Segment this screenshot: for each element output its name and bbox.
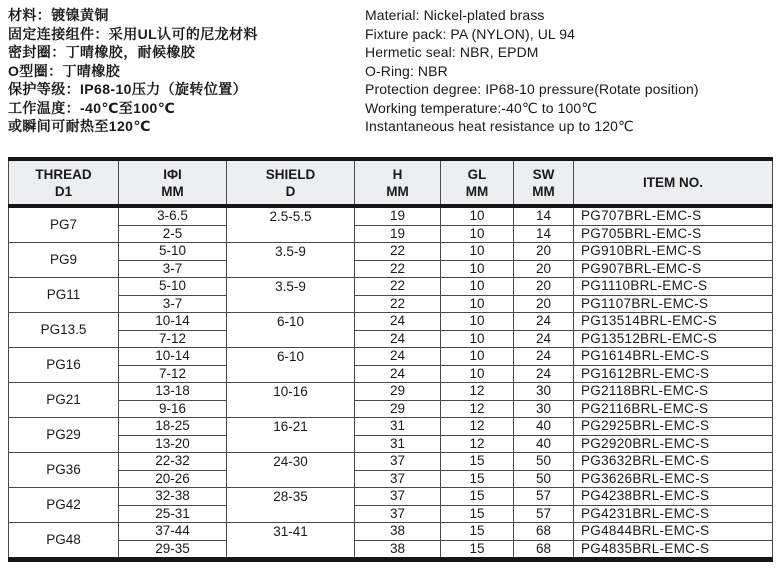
spec-text-chinese	[8, 6, 258, 136]
col-header-sw: SW MM	[514, 159, 574, 206]
thread-cell: PG42	[9, 488, 119, 523]
shield-cell: 2.5-5.5	[227, 206, 355, 243]
item-cell: PG1614BRL-EMC-S	[574, 348, 773, 366]
col-header-phi: IΦI MM	[119, 159, 227, 206]
h-cell: 19	[355, 206, 441, 225]
h-cell: 22	[355, 278, 441, 296]
gl-cell: 10	[441, 365, 514, 383]
spec-line: Fixture pack: PA (NYLON), UL 94	[365, 25, 576, 42]
h-cell: 22	[355, 295, 441, 313]
sw-cell: 68	[514, 523, 574, 541]
h-cell: 37	[355, 488, 441, 506]
gl-cell: 10	[441, 260, 514, 278]
item-cell: PG907BRL-EMC-S	[574, 260, 773, 278]
header-row	[9, 159, 773, 206]
table-row	[9, 453, 773, 471]
h-cell: 22	[355, 260, 441, 278]
gl-cell: 10	[441, 313, 514, 331]
h-cell: 24	[355, 330, 441, 348]
gl-cell: 10	[441, 225, 514, 243]
phi-cell: 18-25	[119, 418, 227, 436]
col-header-thread: THREAD D1	[9, 159, 119, 206]
h-cell: 22	[355, 243, 441, 261]
item-cell: PG4231BRL-EMC-S	[574, 505, 773, 523]
table-row	[9, 365, 773, 383]
gl-cell: 12	[441, 418, 514, 436]
item-cell: PG2118BRL-EMC-S	[574, 383, 773, 401]
thread-cell: PG21	[9, 383, 119, 418]
h-cell: 37	[355, 470, 441, 488]
phi-cell: 7-12	[119, 365, 227, 383]
h-cell: 29	[355, 400, 441, 418]
phi-cell: 3-7	[119, 295, 227, 313]
sw-cell: 30	[514, 400, 574, 418]
item-cell: PG13512BRL-EMC-S	[574, 330, 773, 348]
table-row	[9, 206, 773, 225]
gl-cell: 15	[441, 470, 514, 488]
item-cell: PG2116BRL-EMC-S	[574, 400, 773, 418]
sw-cell: 24	[514, 330, 574, 348]
phi-cell: 5-10	[119, 278, 227, 296]
phi-cell: 37-44	[119, 523, 227, 541]
table-row	[9, 540, 773, 560]
item-cell: PG1110BRL-EMC-S	[574, 278, 773, 296]
spec-text-english	[365, 6, 699, 136]
sw-cell: 20	[514, 278, 574, 296]
sw-cell: 57	[514, 488, 574, 506]
spec-line: O-Ring: NBR	[365, 62, 448, 79]
item-cell: PG2925BRL-EMC-S	[574, 418, 773, 436]
spec-line: 密封圈：丁晴橡胶，耐候橡胶	[8, 44, 196, 60]
sw-cell: 40	[514, 435, 574, 453]
item-cell: PG1612BRL-EMC-S	[574, 365, 773, 383]
gl-cell: 12	[441, 435, 514, 453]
phi-cell: 3-6.5	[119, 206, 227, 225]
table-row	[9, 505, 773, 523]
shield-cell: 6-10	[227, 348, 355, 383]
gl-cell: 10	[441, 278, 514, 296]
col-header-gl: GL MM	[441, 159, 514, 206]
spec-line: 保护等级：IP68-10压力（旋转位置）	[8, 81, 248, 97]
table-row	[9, 330, 773, 348]
shield-cell: 3.5-9	[227, 278, 355, 313]
gl-cell: 15	[441, 505, 514, 523]
item-cell: PG707BRL-EMC-S	[574, 206, 773, 225]
table-row	[9, 470, 773, 488]
h-cell: 19	[355, 225, 441, 243]
phi-cell: 5-10	[119, 243, 227, 261]
sw-cell: 20	[514, 295, 574, 313]
gl-cell: 12	[441, 383, 514, 401]
shield-cell: 16-21	[227, 418, 355, 453]
gl-cell: 10	[441, 330, 514, 348]
thread-cell: PG48	[9, 523, 119, 560]
item-cell: PG2920BRL-EMC-S	[574, 435, 773, 453]
sw-cell: 20	[514, 243, 574, 261]
sw-cell: 30	[514, 383, 574, 401]
table-row	[9, 383, 773, 401]
phi-cell: 25-31	[119, 505, 227, 523]
item-cell: PG910BRL-EMC-S	[574, 243, 773, 261]
table-row	[9, 523, 773, 541]
sw-cell: 20	[514, 260, 574, 278]
phi-cell: 13-20	[119, 435, 227, 453]
shield-cell: 28-35	[227, 488, 355, 523]
col-header-h: H MM	[355, 159, 441, 206]
phi-cell: 13-18	[119, 383, 227, 401]
shield-cell: 3.5-9	[227, 243, 355, 278]
gl-cell: 15	[441, 523, 514, 541]
spec-line: 或瞬间可耐热至120℃	[8, 118, 151, 134]
phi-cell: 32-38	[119, 488, 227, 506]
item-cell: PG3632BRL-EMC-S	[574, 453, 773, 471]
item-cell: PG4238BRL-EMC-S	[574, 488, 773, 506]
table-row	[9, 400, 773, 418]
item-cell: PG705BRL-EMC-S	[574, 225, 773, 243]
shield-cell: 31-41	[227, 523, 355, 560]
h-cell: 24	[355, 313, 441, 331]
spec-line: Material: Nickel-plated brass	[365, 7, 545, 23]
phi-cell: 9-16	[119, 400, 227, 418]
h-cell: 31	[355, 418, 441, 436]
thread-cell: PG36	[9, 453, 119, 488]
table-row	[9, 348, 773, 366]
h-cell: 24	[355, 348, 441, 366]
phi-cell: 22-32	[119, 453, 227, 471]
table-row	[9, 278, 773, 296]
spec-table-header	[9, 159, 773, 206]
thread-cell: PG7	[9, 206, 119, 243]
table-row	[9, 435, 773, 453]
phi-cell: 29-35	[119, 540, 227, 560]
sw-cell: 68	[514, 540, 574, 560]
spec-line: Protection degree: IP68-10 pressure(Rotate position)	[365, 81, 699, 97]
sw-cell: 57	[514, 505, 574, 523]
h-cell: 24	[355, 365, 441, 383]
thread-cell: PG16	[9, 348, 119, 383]
sw-cell: 24	[514, 313, 574, 331]
table-row	[9, 260, 773, 278]
item-cell: PG1107BRL-EMC-S	[574, 295, 773, 313]
table-row	[9, 313, 773, 331]
gl-cell: 15	[441, 453, 514, 471]
spec-line: 材料：镀镍黄铜	[8, 7, 109, 23]
thread-cell: PG11	[9, 278, 119, 313]
h-cell: 29	[355, 383, 441, 401]
item-cell: PG3626BRL-EMC-S	[574, 470, 773, 488]
phi-cell: 20-26	[119, 470, 227, 488]
shield-cell: 10-16	[227, 383, 355, 418]
spec-line: 固定连接组件：采用UL认可的尼龙材料	[8, 25, 258, 42]
spec-line: 工作温度：-40℃至100℃	[8, 99, 176, 116]
gl-cell: 15	[441, 488, 514, 506]
shield-cell: 24-30	[227, 453, 355, 488]
table-row	[9, 488, 773, 506]
phi-cell: 10-14	[119, 313, 227, 331]
sw-cell: 24	[514, 348, 574, 366]
gl-cell: 10	[441, 243, 514, 261]
h-cell: 31	[355, 435, 441, 453]
thread-cell: PG13.5	[9, 313, 119, 348]
h-cell: 37	[355, 453, 441, 471]
shield-cell: 6-10	[227, 313, 355, 348]
phi-cell: 2-5	[119, 225, 227, 243]
col-header-item-no: ITEM NO.	[574, 159, 773, 206]
spec-table-body	[9, 206, 773, 560]
thread-cell: PG29	[9, 418, 119, 453]
thread-cell: PG9	[9, 243, 119, 278]
gl-cell: 12	[441, 400, 514, 418]
h-cell: 37	[355, 505, 441, 523]
spec-table	[8, 157, 773, 562]
sw-cell: 50	[514, 453, 574, 471]
sw-cell: 14	[514, 206, 574, 225]
h-cell: 38	[355, 540, 441, 560]
phi-cell: 3-7	[119, 260, 227, 278]
sw-cell: 40	[514, 418, 574, 436]
table-row	[9, 418, 773, 436]
h-cell: 38	[355, 523, 441, 541]
phi-cell: 7-12	[119, 330, 227, 348]
spec-line: Instantaneous heat resistance up to 120℃	[365, 118, 634, 134]
spec-line: Hermetic seal: NBR, EPDM	[365, 44, 539, 60]
item-cell: PG4844BRL-EMC-S	[574, 523, 773, 541]
sw-cell: 14	[514, 225, 574, 243]
item-cell: PG4835BRL-EMC-S	[574, 540, 773, 560]
table-row	[9, 225, 773, 243]
gl-cell: 10	[441, 206, 514, 225]
sw-cell: 24	[514, 365, 574, 383]
gl-cell: 15	[441, 540, 514, 560]
sw-cell: 50	[514, 470, 574, 488]
gl-cell: 10	[441, 348, 514, 366]
table-row	[9, 295, 773, 313]
item-cell: PG13514BRL-EMC-S	[574, 313, 773, 331]
spec-line: Working temperature:-40℃ to 100℃	[365, 99, 598, 116]
col-header-shield: SHIELD D	[227, 159, 355, 206]
gl-cell: 10	[441, 295, 514, 313]
phi-cell: 10-14	[119, 348, 227, 366]
spec-line: O型圈：丁晴橡胶	[8, 62, 121, 79]
table-row	[9, 243, 773, 261]
